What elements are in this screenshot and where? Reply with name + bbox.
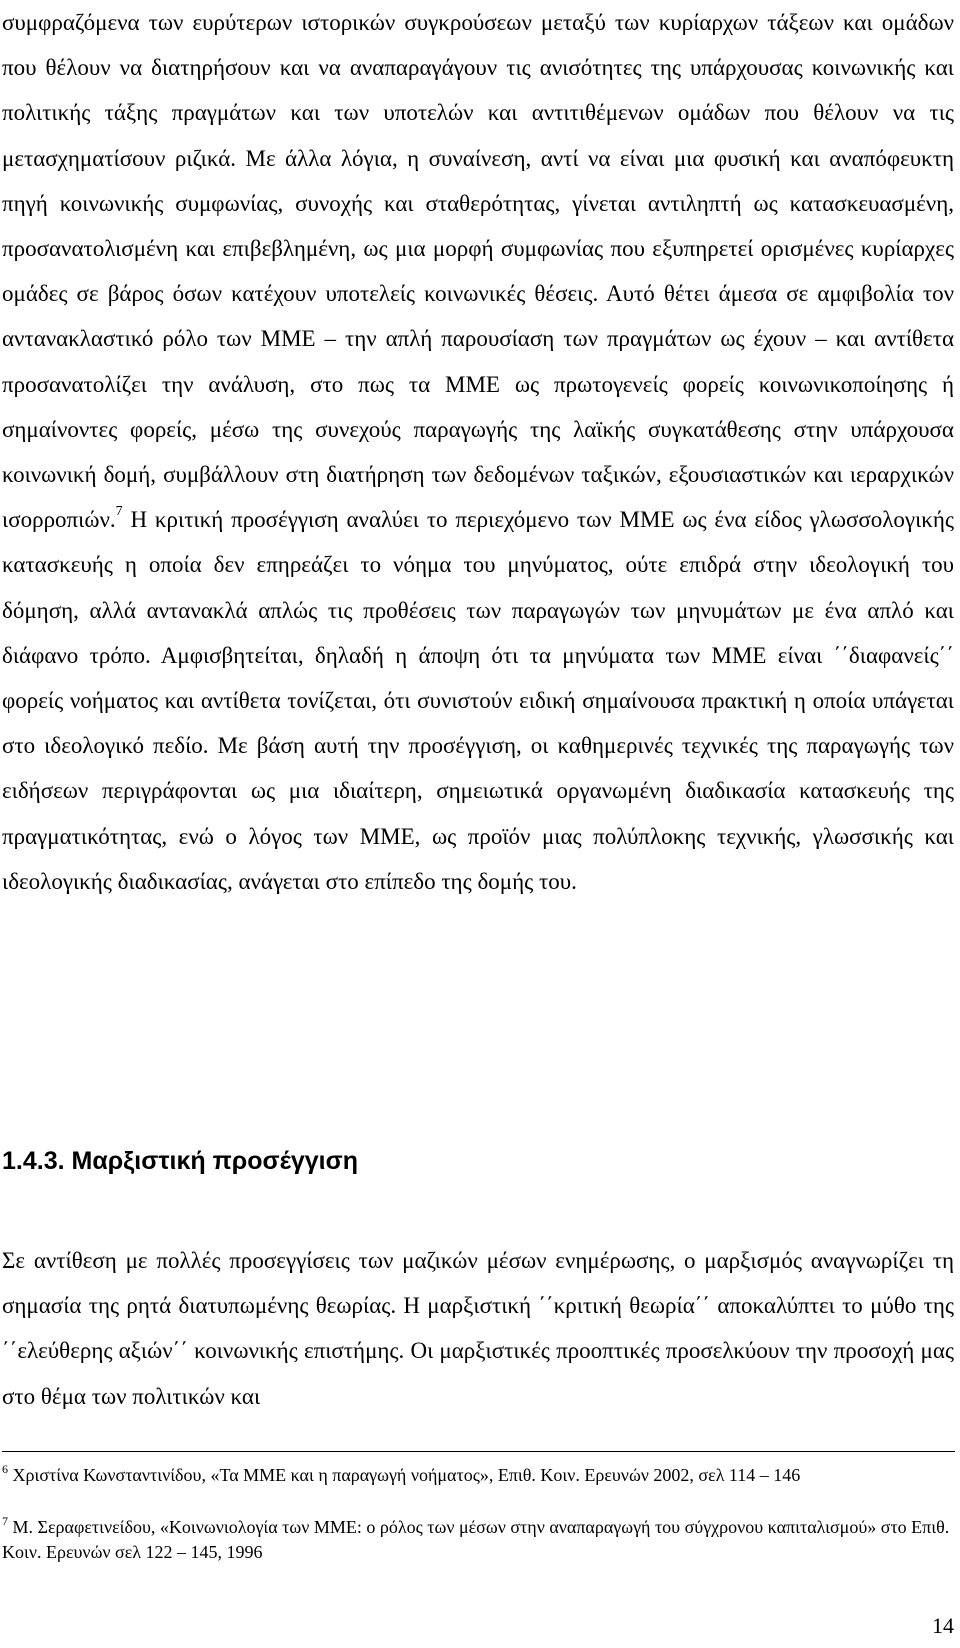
body-paragraph-1 — [2, 0, 954, 904]
footnote-7-number: 7 — [2, 1514, 8, 1528]
section-heading: 1.4.3. Μαρξιστική προσέγγιση — [2, 1147, 358, 1175]
paragraph-1-text-b: Η κριτική προσέγγιση αναλύει το περιεχόμενο των ΜΜΕ ως ένα είδος γλωσσολογικής κατασκευής η οποία δεν επηρεάζει το νόημα του μηνύματος, ούτε επιδρά στην ιδεολογική του δόμηση, αλλά αντανακλά απλώς τις προθέσεις των παραγωγών των μηνυμάτων με ένα απλό και διάφανο τρόπο. Αμφισβητείται, δηλαδή η άποψη ότι τα μηνύματα των ΜΜΕ είναι ΄΄διαφανείς΄΄ φορείς νοήματος και αντίθετα τονίζεται, ότι συνιστούν ειδική σημαίνουσα πρακτική η οποία υπάγεται στο ιδεολογικό πεδίο. Με βάση αυτή την προσέγγιση, οι καθημερινές τεχνικές της παραγωγής των ειδήσεων περιγράφονται ως μια ιδιαίτερη, σημειωτικά οργανωμένη διαδικασία κατασκευής της πραγματικότητας, ενώ ο λόγος των ΜΜΕ, ως προϊόν μιας πολύπλοκης τεχνικής, γλωσσικής και ιδεολογικής διαδικασίας, ανάγεται στο επίπεδο της δομής του. — [2, 507, 954, 894]
body-paragraph-2 — [2, 1238, 954, 1419]
paragraph-1-text-a: συμφραζόμενα των ευρύτερων ιστορικών συγκρούσεων μεταξύ των κυρίαρχων τάξεων και ομάδων που θέλουν να διατηρήσουν και να αναπαραγάγουν τις ανισότητες της υπάρχουσας κοινωνικής και πολιτικής τάξης πραγμάτων και των υποτελών και αντιτιθέμενων ομάδων που θέλουν να τις μετασχηματίσουν ριζικά. Με άλλα λόγια, η συναίνεση, αντί να είναι μια φυσική και αναπόφευκτη πηγή κοινωνικής συμφωνίας, συνοχής και σταθερότητας, γίνεται αντιληπτή ως κατασκευασμένη, προσανατολισμένη και επιβεβλημένη, ως μια μορφή συμφωνίας που εξυπηρετεί ορισμένες κυρίαρχες ομάδες σε βάρος όσων κατέχουν υποτελείς κοινωνικές θέσεις. Αυτό θέτει άμεσα σε αμφιβολία τον αντανακλαστικό ρόλο των ΜΜΕ – την απλή παρουσίαση των πραγμάτων ως έχουν – και αντίθετα προσανατολίζει την ανάλυση, στο πως τα ΜΜΕ ως πρωτογενείς φορείς κοινωνικοποίησης ή σημαίνοντες φορείς, μέσω της συνεχούς παραγωγής της λαϊκής συγκατάθεσης στην υπάρχουσα κοινωνική δομή, συμβάλλουν στη διατήρηση των δεδομένων ταξικών, εξουσιαστικών και ιεραρχικών ισορροπιών. — [2, 10, 954, 533]
footnote-7 — [2, 1515, 954, 1565]
footnote-separator — [2, 1451, 955, 1452]
page-number: 14 — [932, 1613, 954, 1638]
footnote-6 — [2, 1463, 954, 1488]
footnote-6-number: 6 — [2, 1462, 8, 1476]
paragraph-2-text: Σε αντίθεση με πολλές προσεγγίσεις των μαζικών μέσων ενημέρωσης, ο μαρξισμός αναγνωρίζει τη σημασία της ρητά διατυπωμένης θεωρίας. Η μαρξιστική ΄΄κριτική θεωρία΄΄ αποκαλύπτει το μύθο της ΄΄ελεύθερης αξιών΄΄ κοινωνικής επιστήμης. Οι μαρξιστικές προοπτικές προσελκύουν την προσοχή μας στο θέμα των πολιτικών και — [2, 1248, 954, 1409]
footnote-7-text: Μ. Σεραφετινείδου, «Κοινωνιολογία των ΜΜΕ: ο ρόλος των μέσων στην αναπαραγωγή του σύγχρονου καπιταλισμού» στο Επιθ. Κοιν. Ερευνών σελ 122 – 145, 1996 — [2, 1517, 950, 1562]
footnote-6-text: Χριστίνα Κωνσταντινίδου, «Τα ΜΜΕ και η παραγωγή νοήματος», Επιθ. Κοιν. Ερευνών 2002, σελ 114 – 146 — [8, 1465, 801, 1485]
footnote-ref-7: 7 — [115, 504, 123, 520]
